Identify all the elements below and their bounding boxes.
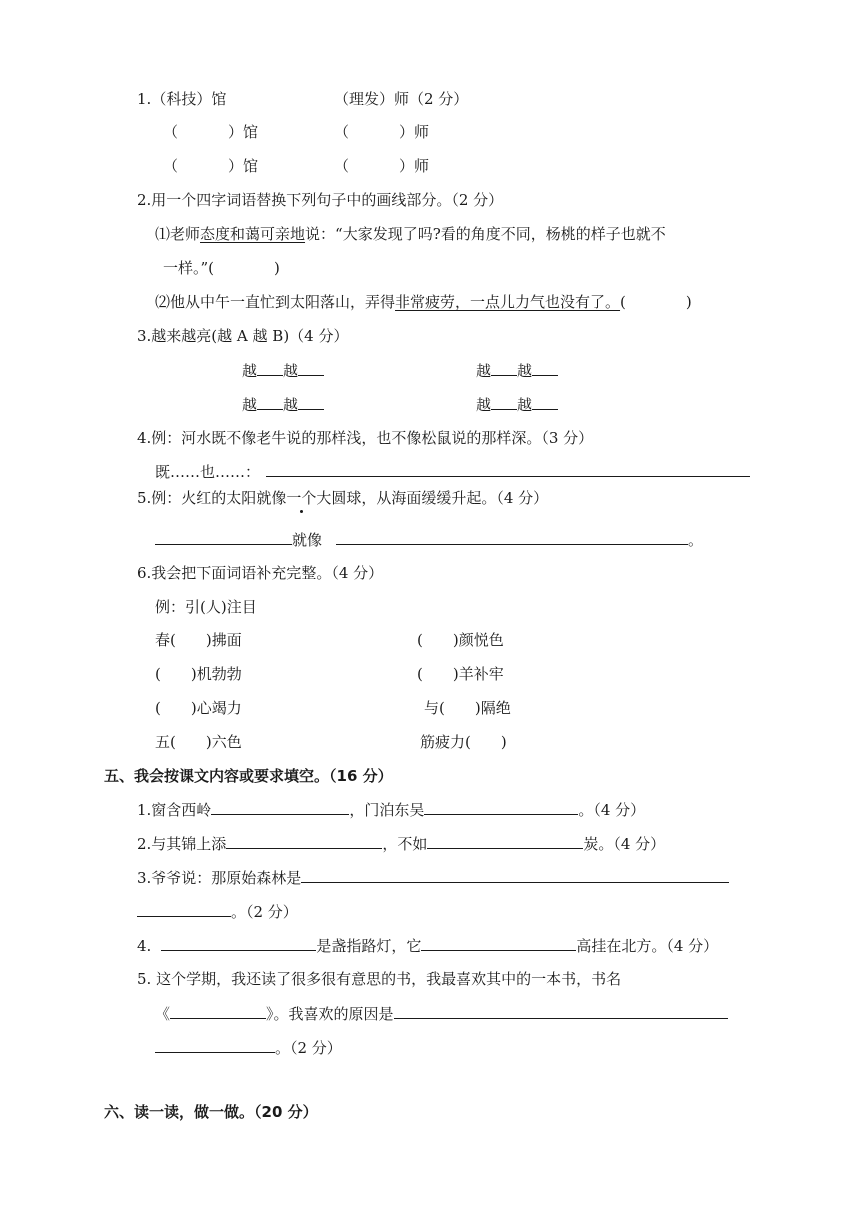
q5-title: 5.例：火红的太阳就像一个大圆球，从海面缓缓升起。（4 分） — [137, 489, 549, 507]
q6-item[interactable]: ( )机勃勃 — [155, 665, 242, 683]
q2-sentence-1: ⑴老师态度和蔼可亲地说：“大家发现了吗?看的角度不同，杨桃的样子也就不 — [155, 225, 666, 243]
q4-answer-line[interactable]: 既……也……： — [155, 461, 750, 482]
q2-sentence-2: ⑵他从中午一直忙到太阳落山，弄得非常疲劳，一点儿力气也没有了。( ) — [155, 293, 692, 311]
q6-example: 例：引(人)注目 — [155, 598, 257, 616]
q2-s2-underlined: 非常疲劳，一点儿力气也没有了。 — [395, 293, 621, 311]
q2-sentence-1-cont[interactable]: 一样。”( ) — [163, 259, 280, 277]
q6-item[interactable]: 春( )拂面 — [155, 631, 242, 649]
s5-q5-line-1: 5. 这个学期，我还读了很多很有意思的书，我最喜欢其中的一本书，书名 — [137, 970, 622, 988]
q6-item[interactable]: 五( )六色 — [155, 733, 242, 751]
q6-item[interactable]: ( )心竭力 — [155, 699, 242, 717]
q3-blank-3[interactable]: 越 越 — [242, 394, 324, 415]
q3-blank-1[interactable]: 越 越 — [242, 360, 324, 381]
q6-item[interactable]: ( )羊补牢 — [417, 665, 504, 683]
q5-answer-line[interactable]: 就像 。 — [155, 529, 703, 550]
q1-blank-row-2b[interactable]: （ ）师 — [334, 157, 430, 175]
s5-q4[interactable]: 4. 是盏指路灯，它 高挂在北方。（4 分） — [137, 937, 719, 955]
q1-examples: 1.（科技）馆 — [137, 90, 227, 108]
q1-blank-row-1[interactable]: （ ）馆 — [163, 123, 259, 141]
q3-title: 3.越来越亮(越 A 越 B)（4 分） — [137, 327, 349, 345]
s5-q3[interactable]: 3.爷爷说：那原始森林是 — [137, 867, 729, 888]
section-6-heading: 六、读一读，做一做。（20 分） — [104, 1103, 318, 1121]
q6-item[interactable]: 筋疲力( ) — [420, 733, 507, 751]
emphasis-dot — [300, 510, 303, 513]
q6-title: 6.我会把下面词语补充完整。（4 分） — [137, 564, 384, 582]
s5-q5-line-3[interactable]: 。（2 分） — [155, 1037, 342, 1058]
s5-q1[interactable]: 1.窗含西岭 ，门泊东吴 。（4 分） — [137, 801, 646, 819]
s5-q5-line-2[interactable]: 《 》。我喜欢的原因是 — [155, 1003, 728, 1024]
q6-item[interactable]: ( )颜悦色 — [417, 631, 504, 649]
q5-marked-word: 就像 — [256, 489, 287, 507]
q1-example-2: （理发）师（2 分） — [334, 90, 469, 108]
section-5-heading: 五、我会按课文内容或要求填空。（16 分） — [104, 767, 393, 785]
q2-s1-underlined: 态度和蔼可亲地 — [200, 225, 306, 243]
s5-q3-cont[interactable]: 。（2 分） — [137, 901, 298, 922]
q4-title: 4.例：河水既不像老牛说的那样浅，也不像松鼠说的那样深。（3 分） — [137, 429, 594, 447]
s5-q2[interactable]: 2.与其锦上添 ，不如 炭。（4 分） — [137, 835, 666, 853]
q1-blank-row-2[interactable]: （ ）馆 — [163, 157, 259, 175]
q2-title: 2.用一个四字词语替换下列句子中的画线部分。（2 分） — [137, 191, 504, 209]
q3-blank-2[interactable]: 越 越 — [476, 360, 558, 381]
q3-blank-4[interactable]: 越 越 — [476, 394, 558, 415]
q1-blank-row-1b[interactable]: （ ）师 — [334, 123, 430, 141]
q6-item[interactable]: 与( )隔绝 — [424, 699, 511, 717]
